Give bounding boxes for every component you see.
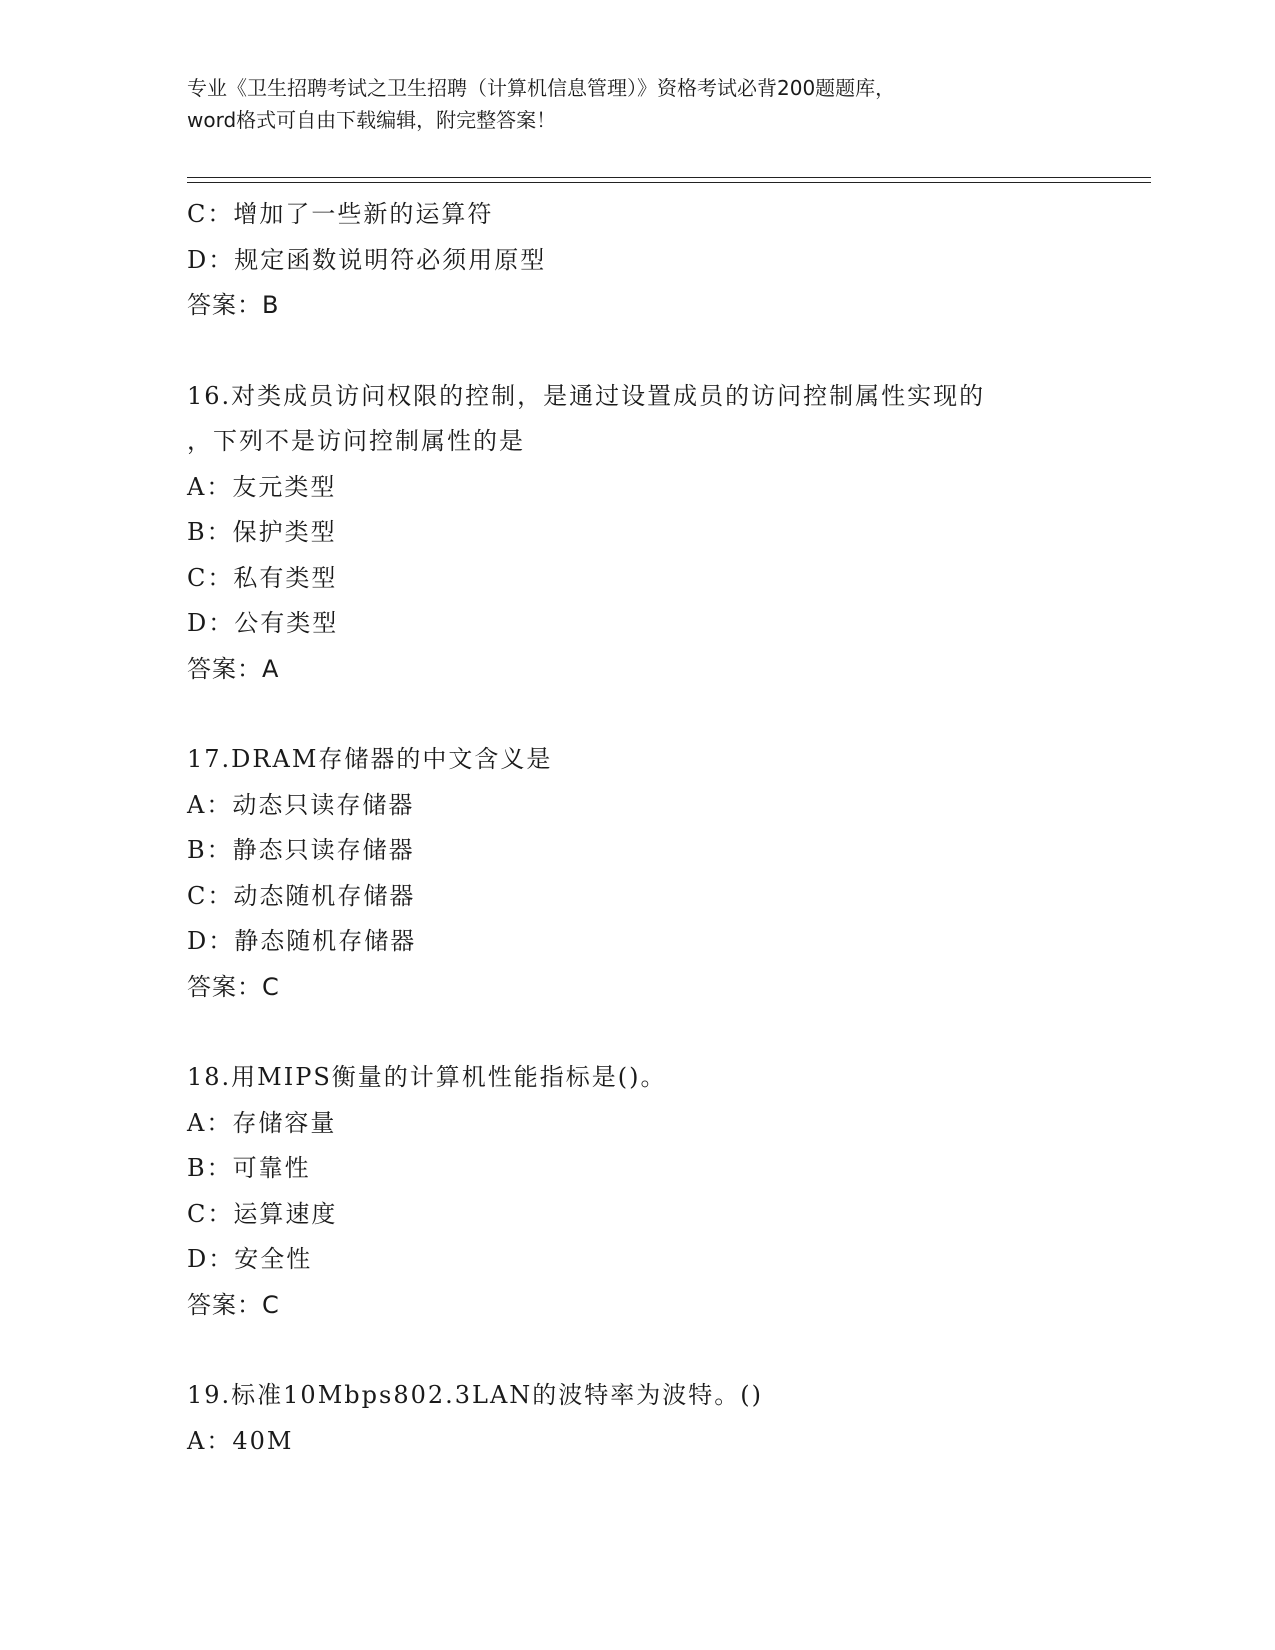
question-19	[187, 1373, 1147, 1464]
document-header	[187, 72, 1087, 136]
option-d: D：安全性	[187, 1245, 313, 1273]
option-c: C：私有类型	[187, 563, 338, 592]
option-b: B：可靠性	[187, 1154, 311, 1182]
option-b: B：静态只读存储器	[187, 836, 415, 864]
option-c: C：增加了一些新的运算符	[187, 200, 494, 228]
header-title-line-2: word格式可自由下载编辑，附完整答案！	[187, 108, 557, 132]
question-17	[187, 737, 1147, 1010]
option-d: D：公有类型	[187, 609, 339, 637]
partial-question-15	[187, 192, 1147, 329]
option-d: D：静态随机存储器	[187, 927, 417, 955]
question-stem: 17.DRAM存储器的中文含义是	[187, 745, 553, 773]
option-b: B：保护类型	[187, 518, 337, 546]
answer-line: 答案：C	[187, 1290, 280, 1319]
question-stem-line-2: ，下列不是访问控制属性的是	[187, 427, 525, 455]
option-a: A：存储容量	[187, 1108, 337, 1137]
option-c: C：动态随机存储器	[187, 881, 416, 910]
spacer	[187, 1010, 1147, 1055]
question-stem: 19.标准10Mbps802.3LAN的波特率为波特。()	[187, 1381, 764, 1409]
header-divider-top	[187, 177, 1151, 178]
question-stem-line-1: 16.对类成员访问权限的控制，是通过设置成员的访问控制属性实现的	[187, 381, 986, 410]
answer-line: 答案：A	[187, 654, 280, 683]
question-list	[187, 192, 1147, 1464]
option-d: D：规定函数说明符必须用原型	[187, 245, 547, 274]
question-18	[187, 1055, 1147, 1328]
spacer	[187, 692, 1147, 737]
answer-line: 答案：B	[187, 291, 280, 319]
answer-line: 答案：C	[187, 972, 280, 1001]
option-a: A：40M	[187, 1426, 294, 1455]
spacer	[187, 329, 1147, 374]
question-16	[187, 374, 1147, 693]
question-stem: 18.用MIPS衡量的计算机性能指标是()。	[187, 1063, 667, 1091]
option-c: C：运算速度	[187, 1199, 338, 1228]
spacer	[187, 1328, 1147, 1373]
option-a: A：友元类型	[187, 472, 337, 501]
option-a: A：动态只读存储器	[187, 790, 415, 819]
header-divider-bottom	[187, 182, 1151, 183]
header-title-line-1: 专业《卫生招聘考试之卫生招聘（计算机信息管理）》资格考试必背200题题库，	[187, 76, 896, 100]
